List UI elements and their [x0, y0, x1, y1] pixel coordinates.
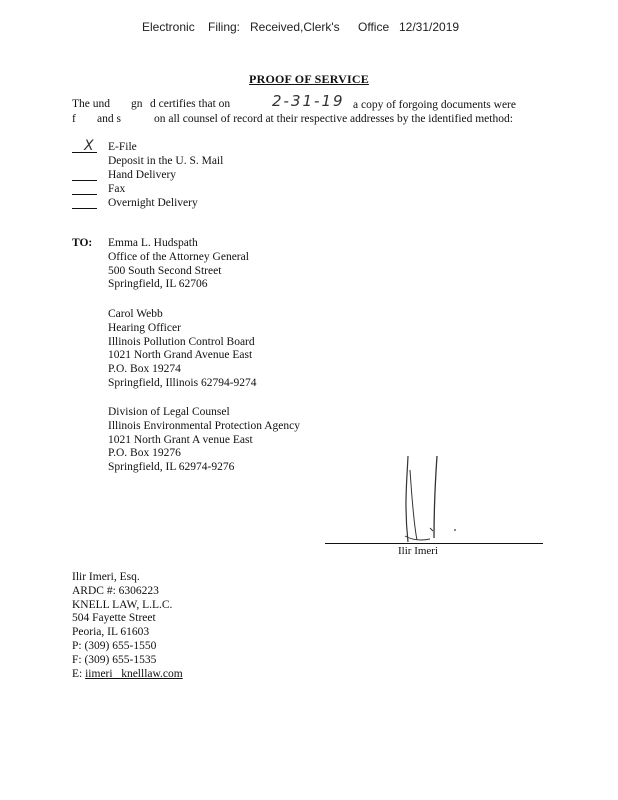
attorney-city: Peoria, IL 61603	[72, 626, 150, 639]
intro-line1-mid: d certifies that on	[150, 98, 231, 110]
header-office: Office	[358, 20, 390, 34]
method-efile: E-File	[108, 141, 137, 153]
intro-line2-end: on all counsel of record at their respective addresses by the identified method:	[154, 113, 513, 125]
recipient-hearing-officer	[108, 308, 257, 391]
attorney-name: Ilir Imeri, Esq.	[72, 571, 140, 583]
hand-delivery-checkbox-line[interactable]	[72, 180, 97, 181]
recipient-attorney-general	[108, 237, 249, 292]
method-fax: Fax	[108, 183, 126, 195]
intro-line2-start: f	[72, 113, 76, 125]
address-line: Illinois Environmental Protection Agency	[108, 419, 300, 432]
address-line: P.O. Box 19276	[108, 447, 181, 460]
efile-check-mark: X	[84, 138, 96, 154]
address-line: Illinois Pollution Control Board	[108, 335, 255, 348]
intro-line1-end: a copy of forgoing documents were	[353, 99, 516, 111]
fax-checkbox-line[interactable]	[72, 194, 97, 195]
address-line: Division of Legal Counsel	[108, 406, 230, 418]
attorney-block	[72, 571, 183, 681]
attorney-phone: P: (309) 655-1550	[72, 639, 157, 652]
overnight-checkbox-line[interactable]	[72, 208, 97, 209]
address-line: P.O. Box 19274	[108, 363, 181, 376]
page-title: PROOF OF SERVICE	[249, 72, 369, 86]
header-filing: Filing:	[208, 20, 241, 34]
signature-line	[325, 543, 543, 544]
attorney-email-row	[72, 668, 183, 682]
address-line: Office of the Attorney General	[108, 250, 249, 263]
email-prefix: E:	[72, 667, 83, 680]
attorney-street: 504 Fayette Street	[72, 612, 156, 625]
address-line: Springfield, IL 62706	[108, 278, 208, 291]
attorney-firm: KNELL LAW, L.L.C.	[72, 598, 173, 611]
header-electronic: Electronic	[142, 20, 195, 34]
recipient-legal-counsel	[108, 406, 300, 475]
signature-name: Ilir Imeri	[398, 545, 439, 557]
address-line: Hearing Officer	[108, 321, 181, 334]
method-mail: Deposit in the U. S. Mail	[108, 155, 224, 167]
intro-line1-gap: gn	[131, 98, 143, 110]
address-line: Springfield, Illinois 62794-9274	[108, 376, 257, 389]
method-hand-delivery: Hand Delivery	[108, 169, 177, 181]
intro-line1-start: The und	[72, 98, 111, 110]
to-label: TO:	[72, 237, 93, 249]
header-received-clerks: Received,Clerk's	[250, 20, 340, 34]
signature-mark	[390, 450, 480, 550]
address-line: Springfield, IL 62974-9276	[108, 461, 235, 474]
address-line: 1021 North Grant A venue East	[108, 433, 253, 446]
email-link[interactable]: iimeri_ knelllaw.com	[85, 667, 183, 680]
address-line: 1021 North Grand Avenue East	[108, 349, 253, 362]
method-overnight: Overnight Delivery	[108, 197, 198, 209]
address-line: Carol Webb	[108, 308, 163, 320]
handwritten-date: 2-31-19	[272, 92, 345, 110]
attorney-fax: F: (309) 655-1535	[72, 653, 157, 666]
address-line: 500 South Second Street	[108, 264, 222, 277]
address-line: Emma L. Hudspath	[108, 237, 198, 249]
attorney-ardc: ARDC #: 6306223	[72, 584, 159, 597]
header-date: 12/31/2019	[399, 20, 460, 34]
intro-line2-mid: and s	[97, 113, 121, 125]
